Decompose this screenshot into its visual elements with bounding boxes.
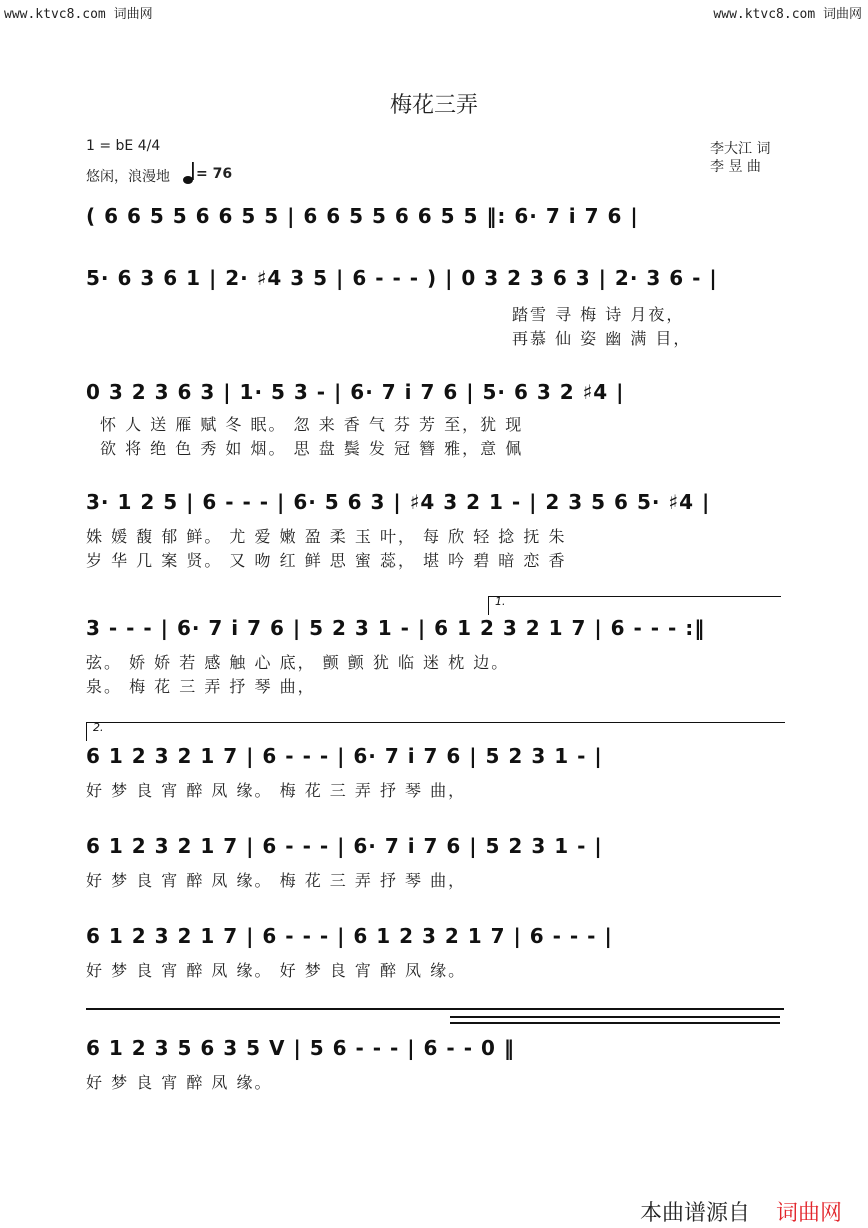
lyric-line-5a: 弦。 娇 娇 若 感 触 心 底， 颤 颤 犹 临 迷 枕 边。 [86, 653, 510, 672]
lyricist: 李大江 词 [710, 141, 771, 157]
lyric-line-5b: 泉。 梅 花 三 弄 抒 琴 曲， [86, 677, 316, 696]
score-line-6: 6 1 2 3 2 1 7 | 6 - - - | 6· 7 i 7 6 | 5 2 3 1 - | [86, 744, 603, 768]
score-line-3: 0 3 2 3 6 3 | 1· 5 3 - | 6· 7 i 7 6 | 5· 6 3 2 ♯4 | [86, 380, 625, 404]
score-line-7: 6 1 2 3 2 1 7 | 6 - - - | 6· 7 i 7 6 | 5 2 3 1 - | [86, 834, 603, 858]
volta-1-label: 1. [495, 595, 506, 608]
score-line-5: 3 - - - | 6· 7 i 7 6 | 5 2 3 1 - | 6 1 2 3 2 1 7 | 6 - - - :‖ [86, 616, 706, 640]
watermark-left: www.ktvc8.com 词曲网 [4, 7, 153, 22]
lyric-line-8: 好 梦 良 宵 醉 凤 缘。 好 梦 良 宵 醉 凤 缘。 [86, 961, 467, 980]
score-line-4: 3· 1 2 5 | 6 - - - | 6· 5 6 3 | ♯4 3 2 1 - | 2 3 5 6 5· ♯4 | [86, 490, 711, 514]
footer-site-logo[interactable]: 词曲网 [776, 1201, 843, 1226]
quarter-note-icon [182, 160, 196, 190]
key-signature: 1 = bE 4/4 [86, 138, 161, 154]
lyric-line-3a: 怀 人 送 雁 赋 冬 眠。 忽 来 香 气 芬 芳 至，犹 现 [100, 415, 524, 434]
volta-1 [488, 596, 781, 615]
score-line-1: ( 6 6 5 5 6 6 5 5 | 6 6 5 5 6 6 5 5 ‖: 6· 7 i 7 6 | [86, 204, 639, 228]
score-line-8: 6 1 2 3 2 1 7 | 6 - - - | 6 1 2 3 2 1 7 | 6 - - - | [86, 924, 613, 948]
lyric-line-4b: 岁 华 几 案 贤。 又 吻 红 鲜 思 蜜 蕊， 堪 吟 碧 暗 恋 香 [86, 551, 567, 570]
page-title: 梅花三弄 [389, 93, 478, 118]
volta-2 [86, 722, 785, 741]
lyric-line-2a: 踏雪 寻 梅 诗 月夜， [512, 305, 685, 324]
fermata-line-bottom [450, 1022, 780, 1024]
watermark-right: www.ktvc8.com 词曲网 [713, 7, 862, 22]
system-divider [86, 1008, 784, 1010]
lyric-line-4a: 姝 媛 馥 郁 鲜。 尤 爱 嫩 盈 柔 玉 叶， 每 欣 轻 捻 抚 朱 [86, 527, 567, 546]
lyric-line-2b: 再慕 仙 姿 幽 满 目， [512, 329, 692, 348]
footer-source-label: 本曲谱源自 [640, 1201, 751, 1226]
score-line-9: 6 1 2 3 5 6 3 5 V | 5 6 - - - | 6 - - 0 ‖ [86, 1036, 515, 1060]
volta-2-label: 2. [93, 721, 104, 734]
tempo-text: 悠闲，浪漫地 [86, 169, 170, 185]
score-line-2: 5· 6 3 6 1 | 2· ♯4 3 5 | 6 - - - ) | 0 3 2 3 6 3 | 2· 3 6 - | [86, 266, 718, 290]
composer: 李 昱 曲 [710, 159, 761, 175]
lyric-line-7: 好 梦 良 宵 醉 凤 缘。 梅 花 三 弄 抒 琴 曲， [86, 871, 467, 890]
tempo-value: = 76 [196, 166, 233, 182]
lyric-line-3b: 欲 将 绝 色 秀 如 烟。 思 盘 鬓 发 冠 簪 雅，意 佩 [100, 439, 524, 458]
lyric-line-9: 好 梦 良 宵 醉 凤 缘。 [86, 1073, 273, 1092]
lyric-line-6: 好 梦 良 宵 醉 凤 缘。 梅 花 三 弄 抒 琴 曲， [86, 781, 467, 800]
fermata-line-top [450, 1016, 780, 1018]
